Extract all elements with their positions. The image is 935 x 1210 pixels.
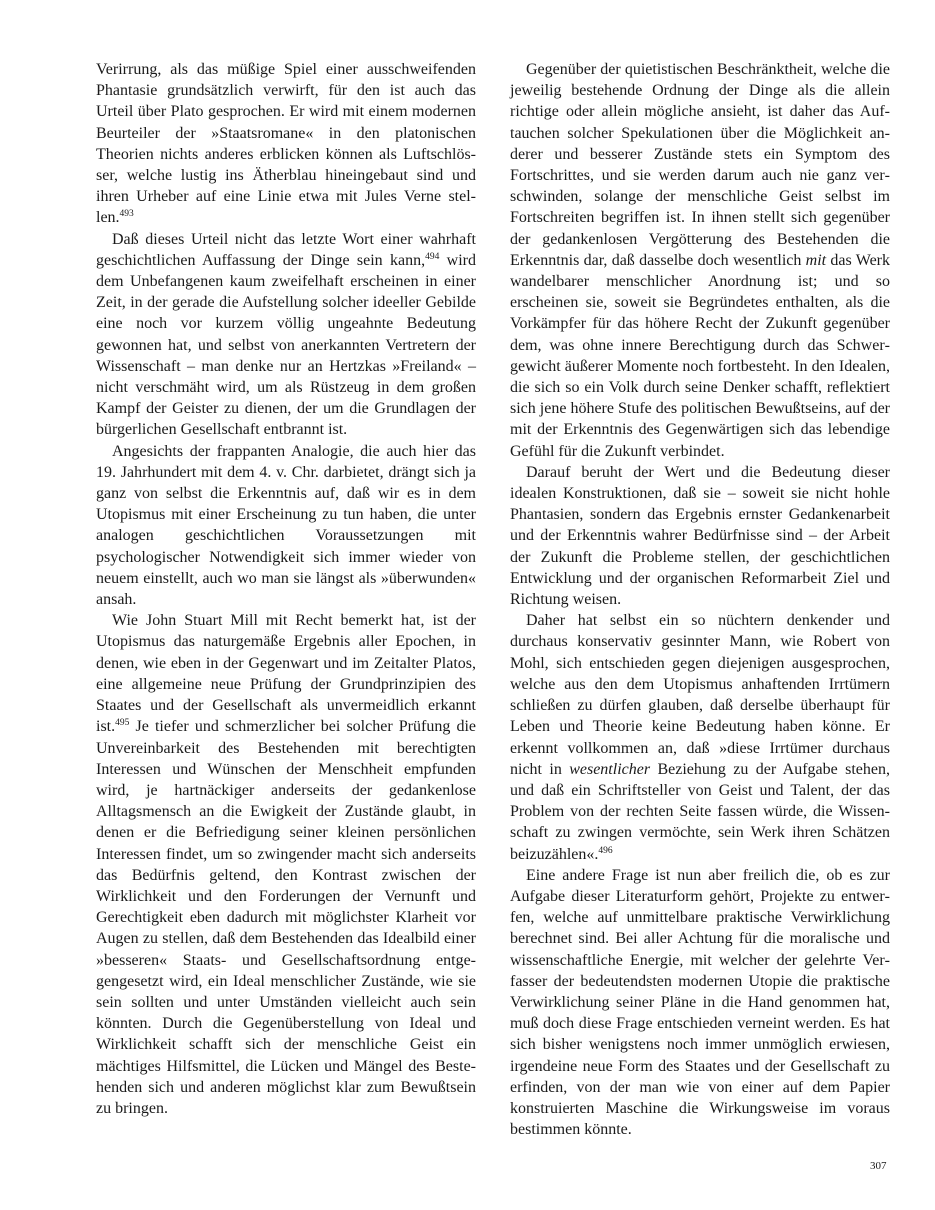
emphasis: mit xyxy=(805,251,827,269)
paragraph xyxy=(96,59,476,229)
paragraph-text: das Werk wandelbarer menschlicher Anordnung ist; und so erscheinen sie, soweit sie Begründetes enthalten, als die Vorkämpfer für das höhere Recht der Zukunft gegenüber dem, was ohne innere Berechtigung durch das Schwergewicht äußerer Momente noch fortbesteht. In den Idealen, die sich so ein Volk durch seine Denker schafft, reflektiert sich jene höhere Stufe des politischen Bewußtseins, auf der mit der Erkenntnis des Gegenwärtigen sich das lebendige Gefühl für die Zukunft verbindet. xyxy=(510,251,890,460)
left-column xyxy=(96,59,476,1119)
paragraph: Darauf beruht der Wert und die Bedeutung dieser idealen Konstruktionen, daß sie – soweit sie nicht hohle Phantasien, sondern das Ergebnis ernster Gedankenarbeit und der Erkenntnis wahrer Bedürfnisse sind – der Arbeit der Zukunft die Probleme stellen, der geschichtlichen Entwicklung und der organischen Reformarbeit Ziel und Richtung weisen. xyxy=(510,463,890,609)
emphasis: wesentlicher xyxy=(569,760,651,778)
paragraph-text: Wie John Stuart Mill mit Recht bemerkt hat, ist der Utopismus das naturgemäße Ergebnis aller Epochen, in denen, wie eben in der Gegenwart und im Zeitalter Platos, eine allgemeine neue Prüfung der Grundprinzipien des Staates und der Gesellschaft als unvermeidlich erkannt ist. xyxy=(96,612,476,736)
right-column xyxy=(510,59,890,1140)
paragraph-text: Je tiefer und schmerzlicher bei solcher Prüfung die Unvereinbarkeit des Bestehenden mit berechtigten Interessen und Wünschen der Menschheit empfunden wird, je hartnäckiger anderseits der gedankenlose Alltagsmensch an die Ewigkeit der Zustände glaubt, in denen er die Befriedigung seiner kleinen persönlichen Interessen findet, um so zwingender macht sich anderseits das Bedürfnis geltend, den Kontrast zwischen der Wirklichkeit und den Forderungen der Vernunft und Gerechtigkeit eben dadurch mit möglichster Klarheit vor Augen zu stellen, daß dem Bestehenden das Idealbild einer »besseren« Staats- und Gesellschaftsordnung entgegengesetzt wird, ein Ideal menschlicher Zustände, wie sie sein sollten und unter Umständen vielleicht auch sein könnten. Durch die Gegenüberstellung von Ideal und Wirklichkeit schafft sich der menschliche Geist ein mächtiges Hilfsmittel, die Lücken und Mängel des Bestehenden sich und anderen möglichst klar zum Bewußtsein zu bringen. xyxy=(96,718,476,1117)
paragraph-text: Gegenüber der quietistischen Beschränktheit, welche die jeweilig bestehende Ordnung der Dinge als die allein richtige oder allein mögliche ansieht, ist daher das Auftauchen solcher Spekulationen über die Möglichkeit anderer und besserer Zustände stets ein Symptom des Fortschrittes, und sie werden darum auch nie ganz verschwinden, solange der menschliche Geist selbst im Fortschreiten begriffen ist. In ihnen stellt sich gegenüber der gedankenlosen Vergötterung des Bestehenden die Erkenntnis dar, daß dasselbe doch wesentlich xyxy=(510,61,890,269)
paragraph-text: wird dem Unbefangenen kaum zweifelhaft erscheinen in einer Zeit, in der gerade die Aufstellung solcher ideeller Gebilde eine noch vor kurzem völlig ungeahnte Bedeutung gewonnen hat, und selbst von anerkannten Vertretern der Wissenschaft – man denke nur an Hertzkas »Freiland« – nicht verschmäht wird, um als Rüstzeug in dem großen Kampf der Geister zu dienen, der um die Grundlagen der bürgerlichen Gesellschaft entbrannt ist. xyxy=(96,251,477,439)
paragraph xyxy=(510,59,890,462)
paragraph xyxy=(96,229,476,441)
paragraph: Angesichts der frappanten Analogie, die auch hier das 19. Jahrhundert mit dem 4. v. Chr. darbietet, drängt sich ja ganz von selbst die Erkenntnis auf, daß wir es in dem Utopismus mit einer Erscheinung zu tun haben, die unter analogen geschichtlichen Voraussetzungen mit psychologischer Notwendigkeit sich immer wieder von neuem einstellt, auch wo man sie längst als »überwunden« ansah. xyxy=(96,442,476,609)
footnote-ref-495[interactable]: 495 xyxy=(115,718,130,729)
paragraph-text: Beziehung zu der Aufgabe stehen, und daß ein Schriftsteller von Geist und Talent, der das Problem von der rechten Seite fassen würde, die Wissenschaft zu zwingen vermöchte, sein Werk ihren Schätzen beizuzählen«. xyxy=(510,760,891,863)
footnote-ref-493[interactable]: 493 xyxy=(119,209,134,220)
page-number: 307 xyxy=(870,1160,887,1172)
paragraph xyxy=(510,610,890,864)
paragraph-text: Daher hat selbst ein so nüchtern denkender und durchaus konservativ gesinnter Mann, wie Robert von Mohl, sich entschieden gegen diejenigen ausgesprochen, welche aus den dem Utopismus anhaftenden Irrtümern schließen zu dürfen glauben, daß derselbe überhaupt für Leben und Theorie keine Bedeutung haben könne. Er erkennt vollkommen an, daß »diese Irrtümer durchaus nicht in xyxy=(510,612,890,778)
footnote-ref-494[interactable]: 494 xyxy=(425,251,440,262)
paragraph-text: Daß dieses Urteil nicht das letzte Wort einer wahrhaft geschichtlichen Auffassung der Dinge sein kann, xyxy=(96,230,476,269)
paragraph xyxy=(96,610,476,1119)
paragraph-text: Verirrung, als das müßige Spiel einer ausschweifenden Phantasie grundsätzlich verwirft, für den ist auch das Urteil über Plato gesprochen. Er wird mit einem modernen Beurteiler der »Staatsromane« in den platonischen Theorien nichts anderes erblicken können als Luftschlösser, welche lustig ins Ätherblau hineingebaut sind und ihren Urheber auf eine Linie etwa mit Jules Verne stellen. xyxy=(96,61,476,227)
paragraph: Eine andere Frage ist nun aber freilich die, ob es zur Aufgabe dieser Literaturform gehört, Projekte zu entwerfen, welche auf unmittelbare praktische Verwirklichung berechnet sind. Bei aller Achtung für die moralische und wissenschaftliche Energie, mit welcher der gelehrte Verfasser der bedeutendsten modernen Utopie die praktische Verwirklichung seiner Pläne in die Hand genommen hat, muß doch diese Frage entschieden verneint werden. Es hat sich bisher wenigstens noch immer unmöglich erwiesen, irgendeine neue Form des Staates und der Gesellschaft zu erfinden, von der man wie von einer auf dem Papier konstruierten Maschine die Wirkungsweise im voraus bestimmen könnte. xyxy=(510,866,890,1139)
footnote-ref-496[interactable]: 496 xyxy=(598,845,613,856)
